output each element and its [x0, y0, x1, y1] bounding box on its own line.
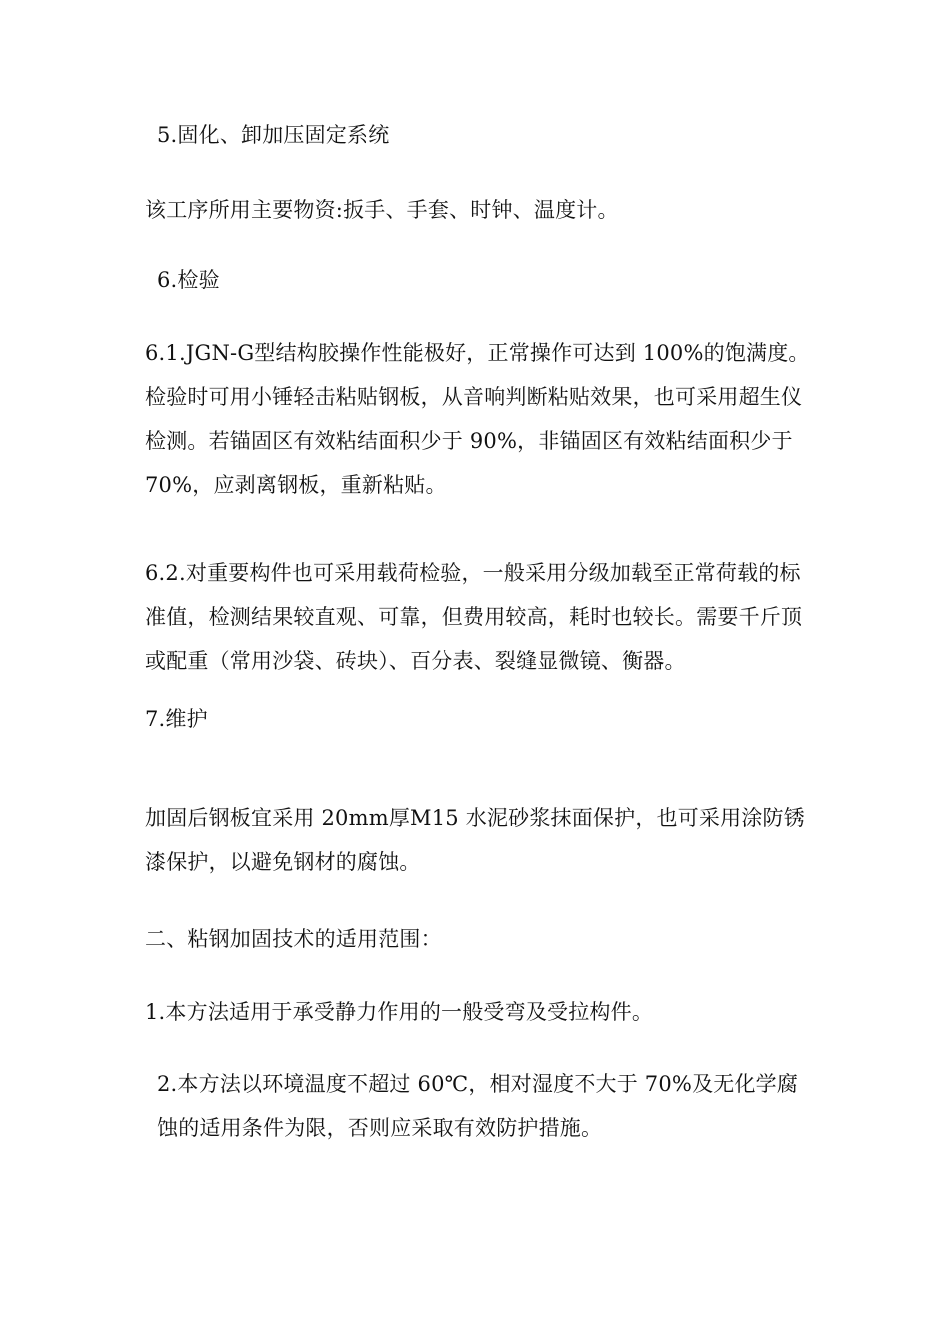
paragraph-scope-2: 2.本方法以环境温度不超过 60℃，相对湿度不大于 70%及无化学腐蚀的适用条件为限，否则应采取有效防护措施。 [157, 1072, 799, 1140]
paragraph-inspection-6-1: 6.1.JGN-G型结构胶操作性能极好，正常操作可达到 100%的饱满度。检验时可用小锤轻击粘贴钢板，从音响判断粘贴效果，也可采用超生仪检测。若锚固区有效粘结面积少于 90%，非锚固区有效粘结面积少于 70%，应剥离钢板，重新粘贴。 [145, 341, 810, 497]
paragraph-curing-materials: 该工序所用主要物资:扳手、手套、时钟、温度计。 [145, 198, 619, 222]
paragraph-maintenance: 加固后钢板宜采用 20mm厚M15 水泥砂浆抹面保护，也可采用涂防锈漆保护，以避免钢材的腐蚀。 [145, 806, 805, 874]
heading-maintenance: 7.维护 [145, 707, 208, 731]
paragraph-scope-1: 1.本方法适用于承受静力作用的一般受弯及受拉构件。 [145, 1000, 654, 1024]
heading-inspection: 6.检验 [157, 268, 220, 292]
paragraph-inspection-6-2: 6.2.对重要构件也可采用载荷检验，一般采用分级加载至正常荷载的标准值，检测结果较直观、可靠，但费用较高，耗时也较长。需要千斤顶或配重（常用沙袋、砖块）、百分表、裂缝显微镜、衡器。 [145, 561, 803, 673]
heading-scope: 二、粘钢加固技术的适用范围： [145, 927, 442, 951]
heading-curing-unloading: 5.固化、卸加压固定系统 [157, 123, 390, 147]
